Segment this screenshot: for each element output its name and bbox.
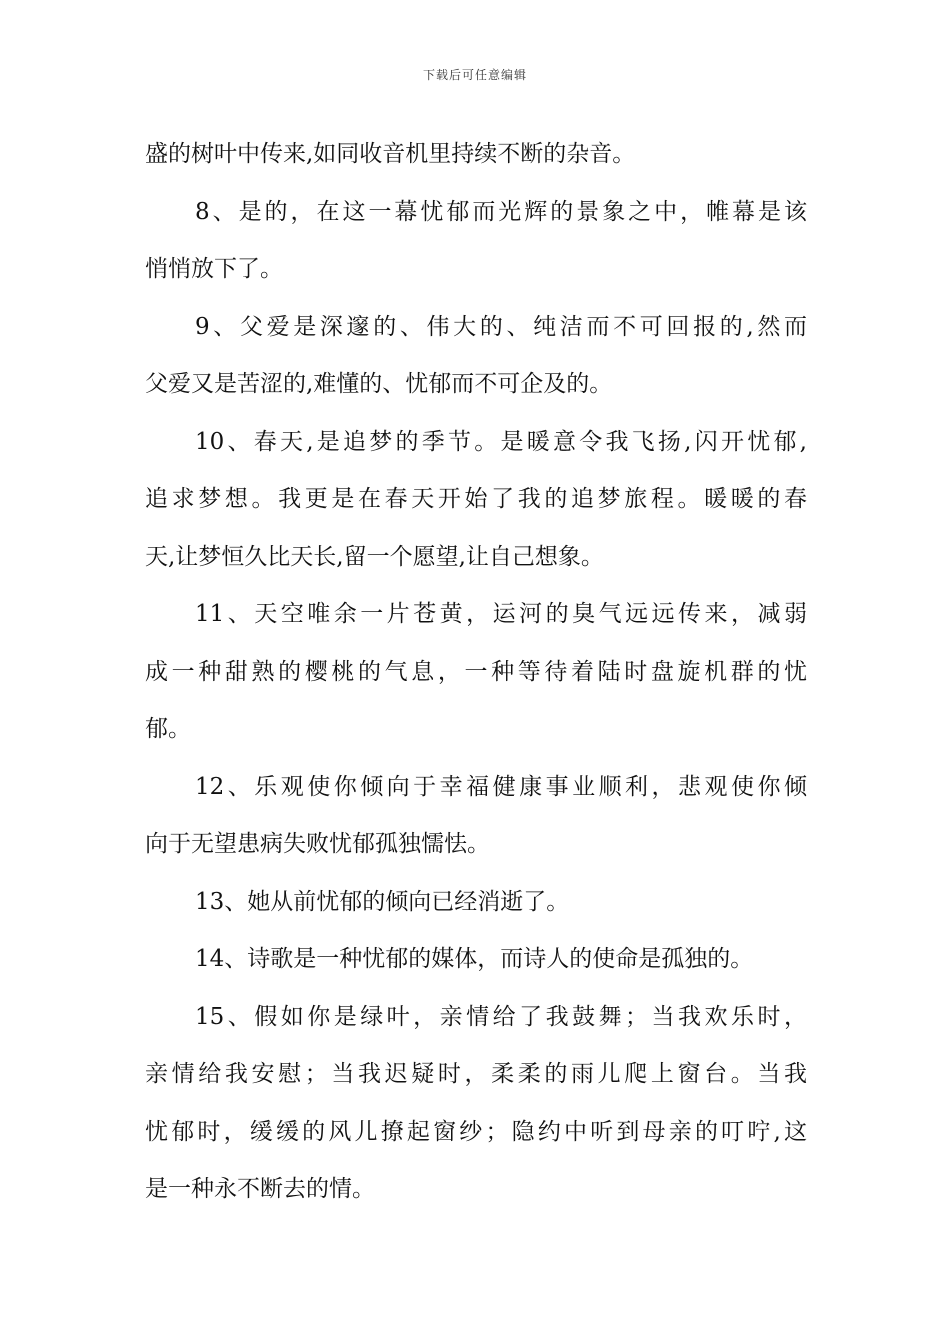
document-body xyxy=(145,126,807,1219)
text-line: 郁。 xyxy=(145,716,191,742)
text-line: 悄悄放下了。 xyxy=(145,256,283,282)
text-line: 成一种甜熟的樱桃的气息，一种等待着陆时盘旋机群的忧 xyxy=(145,658,807,685)
text-line: 13、她从前忧郁的倾向已经消逝了。 xyxy=(195,888,570,915)
text-line: 14、诗歌是一种忧郁的媒体，而诗人的使命是孤独的。 xyxy=(195,946,754,972)
text-line: 12、乐观使你倾向于幸福健康事业顺利，悲观使你倾 xyxy=(195,773,807,800)
text-line: 8、是的，在这一幕忧郁而光辉的景象之中，帷幕是该 xyxy=(195,198,807,225)
text-line: 亲情给我安慰；当我迟疑时，柔柔的雨儿爬上窗台。当我 xyxy=(145,1061,807,1087)
text-line: 10、春天,是追梦的季节。是暖意令我飞扬,闪开忧郁, xyxy=(195,428,807,455)
text-line: 向于无望患病失败忧郁孤独懦怯。 xyxy=(145,831,490,857)
text-line: 追求梦想。我更是在春天开始了我的追梦旅程。暖暖的春 xyxy=(145,486,807,512)
text-line: 15、假如你是绿叶，亲情给了我鼓舞；当我欢乐时， xyxy=(195,1003,807,1030)
text-line: 天,让梦恒久比天长,留一个愿望,让自己想象。 xyxy=(145,543,604,570)
text-line: 9、父爱是深邃的、伟大的、纯洁而不可回报的,然而 xyxy=(195,313,807,340)
text-line: 父爱又是苦涩的,难懂的、忧郁而不可企及的。 xyxy=(145,371,613,397)
text-line: 11、天空唯余一片苍黄，运河的臭气远远传来，减弱 xyxy=(195,601,807,627)
text-line: 忧郁时，缓缓的风儿撩起窗纱；隐约中听到母亲的叮咛,这 xyxy=(145,1118,807,1145)
page-header: 下载后可任意编辑 xyxy=(422,68,527,82)
text-line: 盛的树叶中传来,如同收音机里持续不断的杂音。 xyxy=(145,141,636,167)
text-line: 是一种永不断去的情。 xyxy=(145,1176,375,1202)
